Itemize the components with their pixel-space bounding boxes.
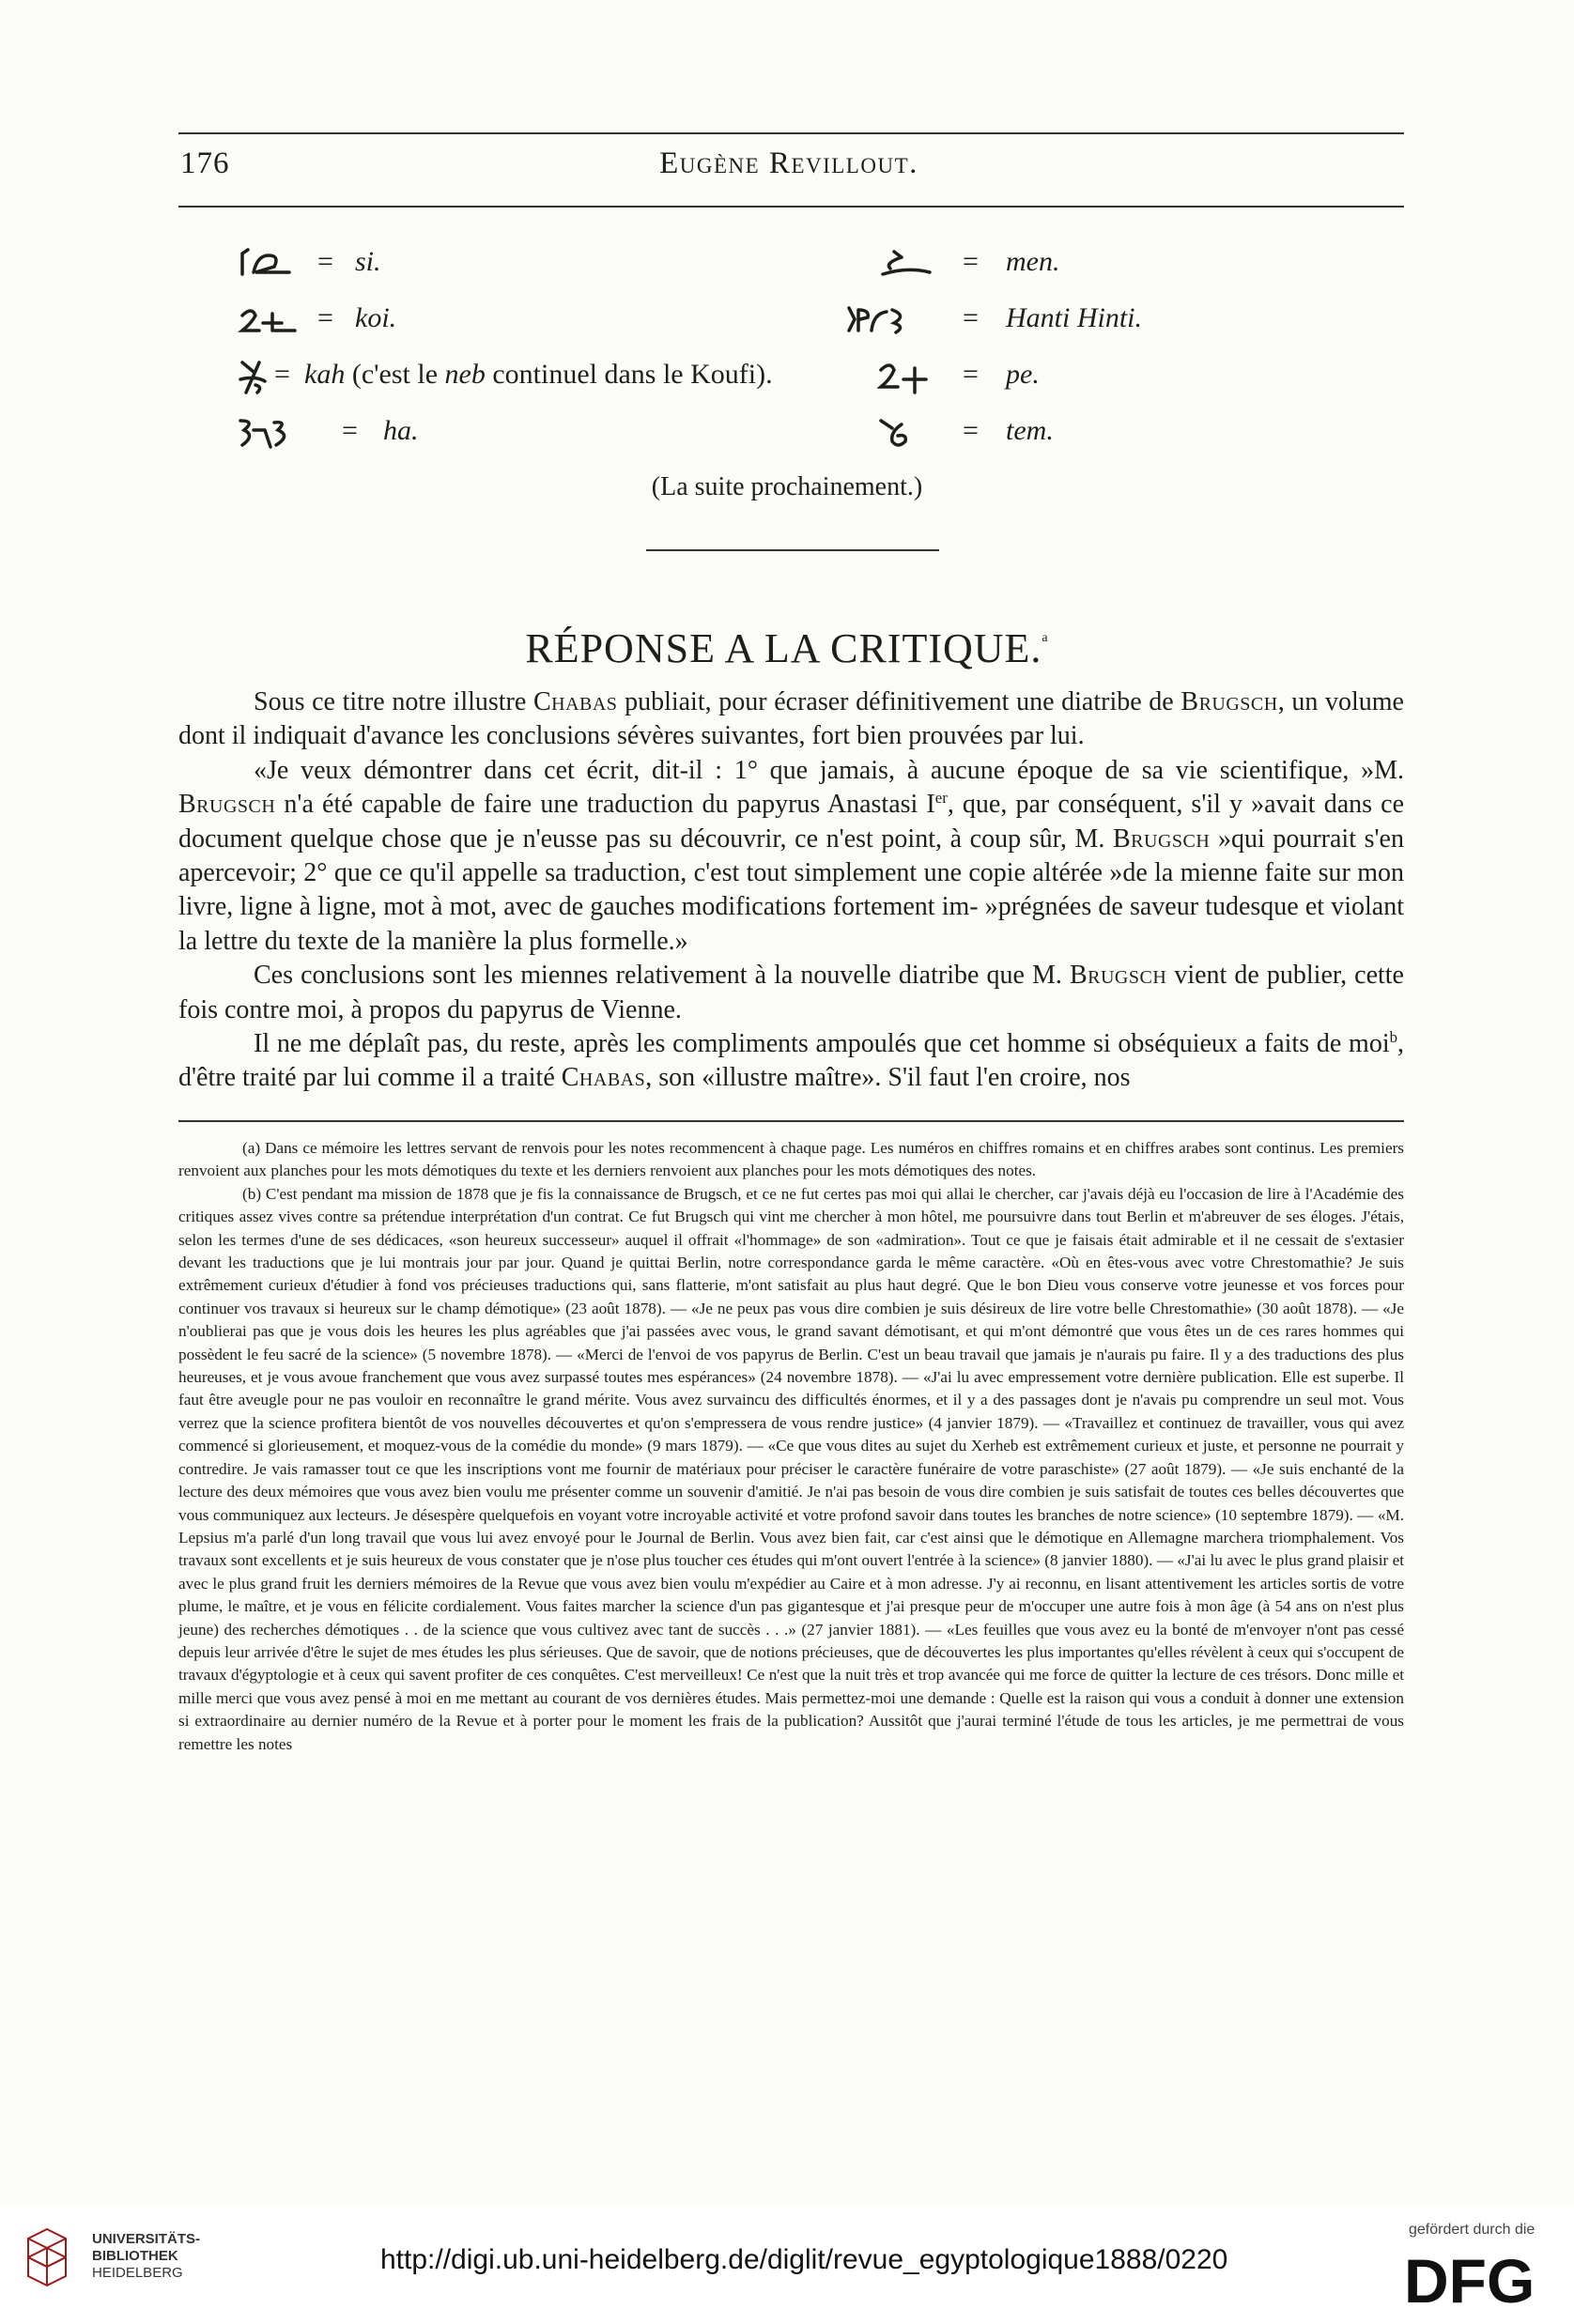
- glyph-row-si: [237, 246, 800, 284]
- equals-sign: =: [963, 302, 979, 333]
- equals-sign: =: [963, 359, 979, 390]
- footnote-b: (b) C'est pendant ma mission de 1878 que je fis la connaissance de Brugsch, et ce ne fut certes pas moi qui allai le chercher, car j'avais déjà eu l'occasion de lire à l'Académie des critiques assez vives contre sa prétendue interprétation d'un contrat. Ce fut Brugsch qui vint me chercher à mon hôtel, me poursuivre dans tout Berlin et m'abreuver de ses éloges. J'étais, selon les termes d'une de ses dédicaces, «son heureux successeur» auquel il offrait «l'hommage» de son «admiration». Tout ce que je faisais était admirable et il ne cessait de s'extasier devant les traductions que je lui montrais jour par jour. Quand je quittai Berlin, notre correspondance garda le même caractère. «Où en êtes-vous avec votre Chrestomathie? Je suis extrêmement curieux d'étudier à fond vos précieuses traductions qui, sans flatterie, m'ont satisfait au plus haut degré. Que le bon Dieu vous conserve votre jeunesse et vos forces pour continuer vos travaux si heureux sur le champ démotique» (23 août 1878). — «Je ne peux pas vous dire combien je suis désireux de lire votre belle Chrestomathie» (30 août 1878). — «Je n'oublierai pas que je vous dois les heures les plus agréables que j'ai passées avec vous, le grand savant démotisant, et qui m'ont démontré que vous êtes un de ces rares hommes qui possèdent le feu sacré de la science» (5 novembre 1878). — «Merci de l'envoi de vos papyrus de Berlin. C'est un beau travail que jamais je n'aurais pu faire. Il y a des traductions des plus heureuses, et je vous avoue franchement que vous avez surpassé toutes mes espérances» (24 novembre 1878). — «J'ai lu avec empressement votre dernière publication. Elle est superbe. Il faut être aveugle pour ne pas vouloir en reconnaître le grand mérite. Vous avez survaincu des difficultés énormes, et il y a des passages dont je n'avais pu comprendre un seul mot. Vous verrez que la science profitera bientôt de vos nouvelles découvertes et qu'on s'empressera de vous rendre justice» (4 janvier 1879). — «Travaillez et continuez de travailler, vous qui avez commencé si glorieusement, et moquez-vous de la comédie du monde» (9 mars 1879). — «Ce que vous dites au sujet du Xerheb est extrêmement curieux et juste, et personne ne pourrait y contredire. Je vais ramasser tout ce que les inscriptions vont me fournir de matériaux pour préciser le caractère funéraire de votre paraschiste» (27 août 1879). — «Je suis enchanté de la lecture des deux mémoires que vous avez bien voulu me présenter comme un souvenir d'amitié. Je n'ai pas besoin de vous dire combien je suis satisfait de toutes ces belles découvertes que vous communiquez aux lecteurs. Je désespère quelquefois en voyant votre incroyable activité et votre profond savoir dans toutes les branches de notre science» (10 septembre 1879). — «M. Lepsius m'a parlé d'un long travail que vous lui avez envoyé pour le Journal de Berlin. Vous avez bien fait, car c'est ainsi que le démotique en Allemagne marchera triomphalement. Vos travaux sont excellents et je suis heureux de vous constater que je n'ose plus toucher ces études qui m'ont ouvert l'entrée à la science» (8 janvier 1880). — «J'ai lu avec le plus grand plaisir et avec le plus grand fruit les derniers mémoires de la Revue que vous avez bien voulu m'expédier au Caire et à mon adresse. J'y ai reconnu, en lisant attentivement les articles sortis de votre plume, le maître, et je vous en félicite cordialement. Vous faites marcher la science d'un pas gigantesque et j'ai presque peur de m'occuper une autre fois à mon âge (à 54 ans on n'est plus jeune) des recherches démotiques . . de la science que vous cultivez avec tant de succès . . .» (27 janvier 1881). — «Les feuilles que vous avez eu la bonté de m'envoyer n'ont pas cessé depuis leur arrivée d'être le sujet de mes études les plus sérieuses. Que de savoir, que de notions précieuses, que de découvertes les plus importantes qu'elles révèlent à ceux qui s'occupent de travaux d'égyptologie et à ceux qui savent profiter de ces conquêtes. C'est merveilleux! Ce n'est que la nuit très et trop avancée qui me force de quitter la lecture de ces trésors. Donc mille et mille merci que vous avez pensé à moi en me mettant au courant de vos dernières études. Mais permettez-moi une demande : Quelle est la raison qui vous a conduit à donner une extension si extraordinaire au dernier numéro de la Revue et à porter pour le moment les frais de la publication? Aussitôt que j'aurai terminé l'étude de tous les articles, je me permettrai de vous remettre les notes: [178, 1184, 1404, 1753]
- digitization-footer: [0, 2205, 1574, 2324]
- text: Ces conclusions sont les miennes relativement à la nouvelle diatribe que M.: [254, 961, 1070, 991]
- author-name: Chabas: [532, 687, 618, 716]
- permalink-url[interactable]: http://digi.ub.uni-heidelberg.de/diglit/revue_egyptologique1888/0220: [380, 2244, 1228, 2275]
- glyph-row-hanti: [845, 302, 1315, 340]
- equals-sign: =: [317, 246, 333, 277]
- text: , que, par conséquent, s'il y »avait dans ce document quelque chose que je n'eusse pas su découvrir, ce n'est point, à coup sûr, M.: [178, 790, 1405, 854]
- continuation-note: (La suite prochainement.): [651, 472, 923, 501]
- header-top-rule: [178, 132, 1404, 134]
- equals-sign: =: [963, 415, 979, 446]
- glyph-value-kah: [304, 359, 773, 391]
- footnote-mark: b: [1389, 1027, 1397, 1046]
- section-title: [0, 624, 1574, 672]
- demotic-sign-ha-icon: [237, 415, 312, 451]
- ordinal-suffix: er: [934, 789, 948, 808]
- equals-sign: =: [317, 302, 333, 333]
- footnote-a: (a) Dans ce mémoire les lettres servant de renvois pour les notes recommencent à chaque page. Les numéros en chiffres romains et en chiffres arabes sont continus. Les premiers renvoient aux planches pour les mots démotiques du texte et les derniers renvoient aux planches pour les mots démotiques des notes.: [178, 1139, 1404, 1180]
- author-name: Chabas: [561, 1063, 646, 1093]
- library-name-line: HEIDELBERG: [92, 2265, 183, 2281]
- glyph-note: continuel dans le Koufi).: [485, 359, 773, 390]
- glyph-row-pe: [877, 359, 1347, 396]
- header-bottom-rule: [178, 206, 1404, 208]
- glyph-value: ha.: [383, 415, 419, 446]
- text: , d'être traité par lui comme il a traité: [178, 1029, 1404, 1093]
- glyph-value: si.: [355, 246, 381, 277]
- glyph-value: tem.: [1006, 415, 1054, 446]
- paragraph-quotation: [178, 754, 1404, 959]
- running-head: Eugène Revillout.: [659, 146, 918, 180]
- glyph-value: pe.: [1006, 359, 1040, 390]
- page-number: 176: [180, 146, 230, 180]
- glyph-row-men: [873, 246, 1343, 284]
- glyph-value: men.: [1006, 246, 1060, 277]
- text: Sous ce titre notre illustre: [254, 687, 533, 716]
- equals-sign: =: [342, 415, 358, 446]
- demotic-sign-tem-icon: [877, 415, 943, 451]
- text: «Je veux démontrer dans cet écrit, dit-il : 1° que jamais, à aucune époque de sa vie scientifique, »M.: [254, 755, 1404, 785]
- glyph-row-tem: [877, 415, 1347, 453]
- paragraph: [178, 685, 1404, 754]
- author-name: Brugsch: [1180, 687, 1278, 716]
- glyph-row-kah: [237, 359, 838, 396]
- section-title-text: RÉPONSE A LA CRITIQUE.: [525, 625, 1042, 671]
- author-name: Brugsch: [1113, 823, 1211, 854]
- body-text: [178, 685, 1404, 1096]
- glyph-value: Hanti Hinti.: [1006, 302, 1143, 333]
- glyph-row-ha: [237, 415, 800, 453]
- glyph-value: koi.: [355, 302, 397, 333]
- text: »qui pourrait s'en apercevoir; 2° que ce qu'il appelle sa traduction, c'est tout simplement une copie altérée »de la mienne faite sur mon livre, ligne à ligne, mot à mot, avec de gauches modifications fortement im- »prégnées de saveur tudesque et violant la lettre du texte de la manière la plus formelle.»: [178, 823, 1404, 956]
- text: n'a été capable de faire une traduction du papyrus Anastasi I: [275, 790, 935, 820]
- author-name: Brugsch: [178, 790, 276, 820]
- demotic-sign-koi-icon: [237, 302, 302, 336]
- footnote-mark: a: [1042, 631, 1049, 645]
- university-library-logo-icon: [11, 2225, 83, 2297]
- glyph-note: (c'est le: [345, 359, 445, 390]
- footnotes: [178, 1137, 1404, 1756]
- demotic-sign-si-icon: [237, 246, 302, 280]
- text: vient de publier, cette fois contre moi, à propos du papyrus de Vienne.: [178, 961, 1404, 1024]
- funder-label: gefördert durch die: [1409, 2222, 1535, 2238]
- library-name-line: UNIVERSITÄTS-: [92, 2231, 201, 2247]
- text: , un volume dont il indiquait d'avance les conclusions sévères suivantes, fort bien prouvées par lui.: [178, 687, 1404, 751]
- glyph-value: kah: [304, 359, 346, 390]
- equals-sign: =: [963, 246, 979, 277]
- text: publiait, pour écraser définitivement une diatribe de: [617, 687, 1181, 716]
- library-name: [92, 2231, 200, 2282]
- dfg-logo-text: DFG: [1404, 2246, 1535, 2312]
- section-divider: [646, 549, 939, 551]
- text: Il ne me déplaît pas, du reste, après les compliments ampoulés que cet homme si obséquieux a faits de moi: [254, 1029, 1390, 1059]
- paragraph: [178, 1027, 1404, 1096]
- demotic-sign-men-icon: [873, 246, 939, 280]
- dfg-logo-icon: [1404, 2246, 1564, 2312]
- paragraph: [178, 959, 1404, 1027]
- glyph-note-italic: neb: [444, 359, 486, 390]
- demotic-sign-hanti-icon: [845, 302, 939, 336]
- text: , son «illustre maître». S'il faut l'en croire, nos: [645, 1063, 1131, 1093]
- author-name: Brugsch: [1069, 961, 1167, 991]
- library-name-line: BIBLIOTHEK: [92, 2248, 178, 2264]
- demotic-sign-pe-icon: [877, 359, 943, 394]
- footnote-rule: [178, 1120, 1404, 1122]
- glyph-row-koi: [237, 302, 800, 340]
- demotic-sign-kah-icon: [237, 359, 274, 394]
- equals-sign: =: [274, 359, 290, 390]
